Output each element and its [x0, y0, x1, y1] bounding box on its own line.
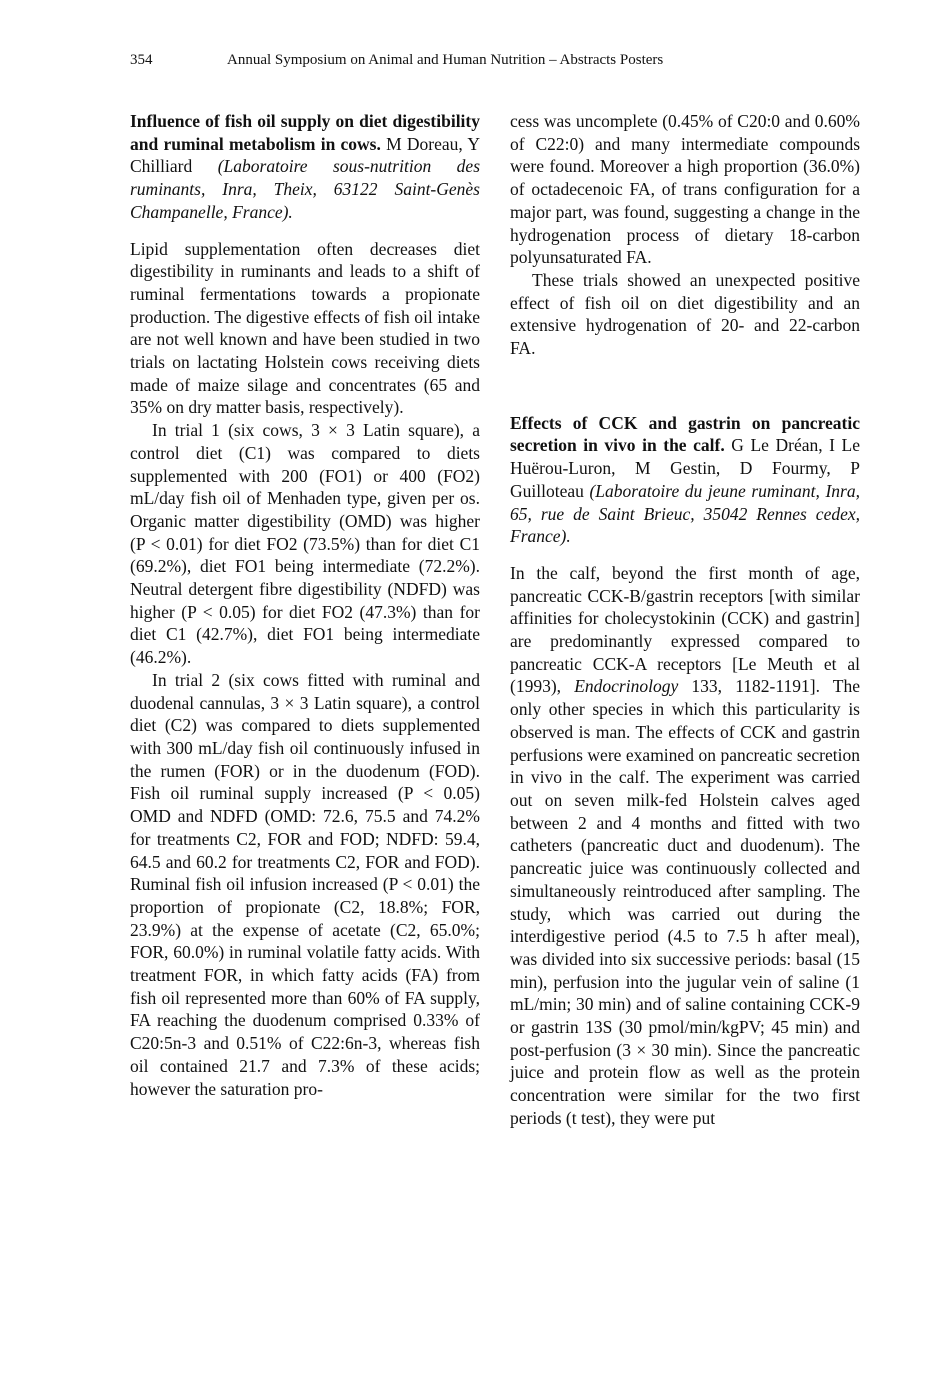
abstract2-text-part1: In the calf, beyond the first month of age, pancreatic CCK-B/gastrin receptors [with similar affinities for cholecystokinin (CCK) and gastrin] are predominantly expressed compared to pancreatic CCK-A receptors [Le Meuth et al (1993), [510, 562, 860, 697]
abstract2-paragraph-1 [510, 562, 860, 1130]
abstract1-continuation-1: cess was uncomplete (0.45% of C20:0 and 0.60% of C22:0) and many intermediate compounds were found. Moreover a high proportion (36.0%) of octadecenoic FA, of trans configuration for a major part, was found, suggesting a change in the hydrogenation process of dietary 18-carbon polyunsaturated FA. [510, 111, 860, 268]
right-column [510, 110, 860, 1130]
abstract1-paragraph-2: In trial 1 (six cows, 3 × 3 Latin square), a control diet (C1) was compared to diets supplemented with 200 (FO1) or 400 (FO2) mL/day fish oil of Menhaden type, given per os. Organic matter digestibility (OMD) was higher (P < 0.01) for diet FO2 (73.5%) than for diet C1 (69.2%), diet FO1 being intermediate (72.2%). Neutral detergent fibre digestibility (NDFD) was higher (P < 0.05) for diet FO2 (47.3%) than for diet C1 (42.7%), diet FO1 being intermediate (46.2%). [130, 420, 480, 668]
running-title: Annual Symposium on Animal and Human Nutrition – Abstracts Posters [227, 52, 664, 68]
abstract2-title: Effects of CCK and gastrin on pancreatic secretion in vivo in the calf. [510, 412, 860, 456]
abstract2-heading [510, 412, 860, 548]
page-number: 354 [130, 52, 153, 68]
abstract1-paragraph-3: In trial 2 (six cows fitted with ruminal and duodenal cannulas, 3 × 3 Latin square), a control diet (C2) was compared to diets supplemented with 300 mL/day fish oil continuously infused in the rumen (FOR) or in the duodenum (FOD). Fish oil ruminal supply increased (P < 0.05) OMD and NDFD (OMD: 72.6, 75.5 and 74.2% for treatments C2, FOR and FOD; NDFD: 59.4, 64.5 and 60.2 for treatments C2, FOR and FOD). Ruminal fish oil infusion increased (P < 0.01) the proportion of propionate (C2, 18.8%; FOR, 23.9%) at the expense of acetate (C2, 65.0%; FOR, 60.0%) in ruminal volatile fatty acids. With treatment FOR, in which fatty acids (FA) from fish oil represented more than 60% of FA supply, FA reaching the duodenum comprised 0.33% of C20:5n-3 and 0.51% of C22:6n-3, whereas fish oil contained 21.7 and 7.3% of these acids; however the saturation pro- [130, 669, 480, 1099]
abstract1-continuation-2: These trials showed an unexpected positive effect of fish oil on diet digestibility and an extensive hydrogenation of 20- and 22-carbon FA. [510, 269, 860, 359]
abstract2-affiliation: (Laboratoire du jeune ruminant, Inra, 65, rue de Saint Brieuc, 35042 Rennes cedex, France). [510, 480, 860, 547]
abstract1-heading [130, 110, 480, 224]
spacer [130, 224, 480, 238]
page-header [130, 52, 870, 76]
spacer [510, 360, 860, 412]
abstract2-text-part2: 133, 1182-1191]. The only other species in which this particularity is observed is man. The effects of CCK and gastrin perfusions were examined on pancreatic secretion in vivo in the calf. The experiment was carried out on seven milk-fed Holstein calves aged between 2 and 4 months and fitted with two catheters (pancreatic duct and duodenum). The pancreatic juice was continuously collected and simultaneously reintroduced after sampling. The study, which was carried out during the interdigestive period (4.5 to 7.5 h after meal), was divided into six successive periods: basal (15 min), perfusion into the jugular vein of saline (1 mL/min; 30 min) and of saline containing CCK-9 or gastrin 13S (30 pmol/min/kgPV; 45 min) and post-perfusion (3 × 30 min). Since the pancreatic juice and protein flow as well as the protein concentration were similar for the two first periods (t test), they were put [510, 676, 861, 1128]
left-column [130, 110, 480, 1100]
abstract1-paragraph-1: Lipid supplementation often decreases diet digestibility in ruminants and leads to a shift of ruminal fermentations towards a propionate production. The digestive effects of fish oil intake are not well known and have been studied in two trials on lactating Holstein cows receiving diets made of maize silage and concentrates (65 and 35% on dry matter basis, respectively). [130, 238, 480, 418]
spacer [510, 548, 860, 562]
abstract2-authors: G Le Dréan, I Le Huërou-Luron, M Gestin, D Fourmy, P Guilloteau [510, 435, 860, 501]
abstract1-authors: M Doreau, Y Chilliard [130, 133, 480, 177]
abstract1-title: Influence of fish oil supply on diet digestibility and ruminal metabolism in cows. [130, 111, 480, 154]
abstract2-journal: Endocrinology [574, 676, 679, 697]
abstract1-affiliation: (Laboratoire sous-nutrition des ruminants, Inra, Theix, 63122 Saint-Genès Champanelle, France). [130, 156, 481, 222]
